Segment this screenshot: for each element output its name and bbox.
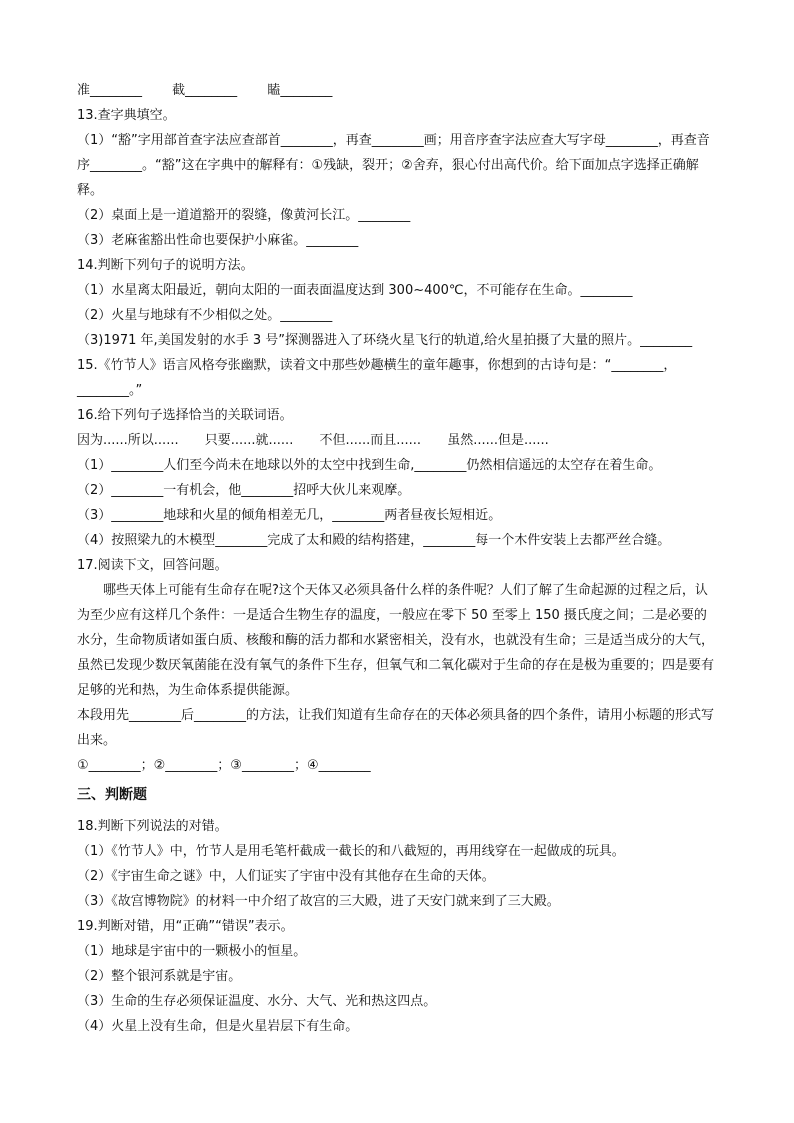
- q14-part1: （1）水星离太阳最近，朝向太阳的一面表面温度达到 300~400℃，不可能存在生命。________: [77, 283, 633, 298]
- q19-title: 19.判断对错，用“正确”“错误”表示。: [77, 919, 294, 934]
- blank-jie: 截________: [172, 83, 238, 98]
- q13-title: 13.查字典填空。: [77, 108, 176, 123]
- q19-part2: （2）整个银河系就是宇宙。: [77, 969, 242, 984]
- q19-part1: （1）地球是宇宙中的一颗极小的恒星。: [77, 944, 307, 959]
- q16-option-2: 只要......就......: [204, 433, 294, 448]
- q18-part1: （1）《竹节人》中，竹节人是用毛笔杆截成一截长的和八截短的，再用线穿在一起做成的玩具。: [77, 844, 625, 859]
- q16-option-1: 因为......所以......: [77, 433, 179, 448]
- q17-answers: ①________；②________；③________；④________: [77, 758, 371, 773]
- q13-part1: （1）“豁”字用部首查字法应查部首________，再查________画；用音序查字法应查大写字母________，再查音序________。“豁”这在字典中的解释有：①残缺，裂开；②舍弃，狠心付出高代价。给下面加点字选择正确解释。: [77, 133, 710, 198]
- q14-part2: （2）火星与地球有不少相似之处。________: [77, 308, 333, 323]
- q17-title: 17.阅读下文，回答问题。: [77, 558, 228, 573]
- char-blanks-row: [77, 78, 717, 103]
- blank-zhun: 准________: [77, 83, 143, 98]
- q16-part1: （1）________人们至今尚未在地球以外的太空中找到生命,________仍然相信遥远的太空存在着生命。: [77, 458, 662, 473]
- q16-part3: （3）________地球和火星的倾角相差无几，________两者昼夜长短相近。: [77, 508, 502, 523]
- q13-part2: （2）桌面上是一道道豁开的裂缝，像黄河长江。________: [77, 208, 411, 223]
- q17-passage: 哪些天体上可能有生命存在呢?这个天体又必须具备什么样的条件呢？人们了解了生命起源的过程之后，认为至少应有这样几个条件：一是适合生物生存的温度，一般应在零下 50 至零上 150 摄氏度之间；二是必要的水分，生命物质诸如蛋白质、核酸和酶的活力都和水紧密相关，没有水，也就没有生命；三是适当成分的大气，虽然已发现少数厌氧菌能在没有氧气的条件下生存，但氧气和二氧化碳对于生命的存在是极为重要的；四是要有足够的光和热，为生命体系提供能源。: [77, 583, 715, 698]
- q19-part4: （4）火星上没有生命，但是火星岩层下有生命。: [77, 1019, 359, 1034]
- q16-part2: （2）________一有机会，他________招呼大伙儿来观摩。: [77, 483, 411, 498]
- q16-option-4: 虽然......但是......: [447, 433, 549, 448]
- q18-title: 18.判断下列说法的对错。: [77, 819, 228, 834]
- q14-title: 14.判断下列句子的说明方法。: [77, 258, 254, 273]
- q16-options: [77, 428, 717, 453]
- q18-part2: （2）《宇宙生命之谜》中，人们证实了宇宙中没有其他存在生命的天体。: [77, 869, 495, 884]
- section-heading-judgement: 三、判断题: [77, 787, 147, 803]
- q19-part3: （3）生命的生存必须保证温度、水分、大气、光和热这四点。: [77, 994, 437, 1009]
- q17-question: 本段用先________后________的方法，让我们知道有生命存在的天体必须具备的四个条件，请用小标题的形式写出来。: [77, 708, 715, 748]
- q16-part4: （4）按照梁九的木模型________完成了太和殿的结构搭建，________每一个木件安装上去都严丝合缝。: [77, 533, 671, 548]
- q16-title: 16.给下列句子选择恰当的关联词语。: [77, 408, 293, 423]
- q16-option-3: 不但......而且......: [319, 433, 422, 448]
- q15: 15.《竹节人》语言风格夸张幽默，读着文中那些妙趣横生的童年趣事，你想到的古诗句是：“________，________。”: [77, 358, 677, 398]
- q13-part3: （3）老麻雀豁出性命也要保护小麻雀。________: [77, 233, 359, 248]
- q18-part3: （3）《故宫博物院》的材料一中介绍了故宫的三大殿，进了天安门就来到了三大殿。: [77, 894, 560, 909]
- blank-ke: 瞌________: [267, 83, 333, 98]
- worksheet-content: [77, 78, 717, 1039]
- q14-part3: （3)1971 年,美国发射的水手 3 号”探测器进入了环绕火星飞行的轨道,给火星拍摄了大量的照片。________: [77, 333, 693, 348]
